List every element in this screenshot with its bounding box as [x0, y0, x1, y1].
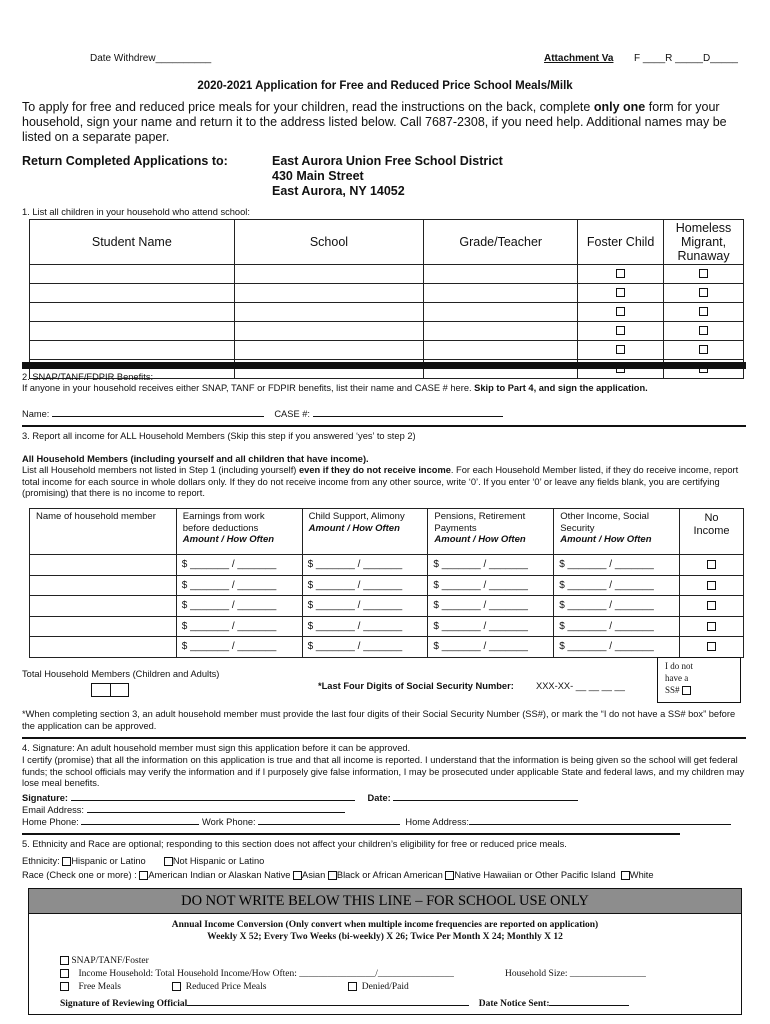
child-support-cell[interactable]: $ _______ / _______ — [302, 637, 428, 658]
student-name-cell[interactable] — [30, 322, 235, 341]
member-name-cell[interactable] — [30, 637, 177, 658]
work-phone-field[interactable] — [258, 815, 400, 825]
homeless-cell[interactable] — [664, 303, 744, 322]
earnings-cell[interactable]: $ _______ / _______ — [176, 555, 302, 576]
reduced-row: Reduced Price Meals — [172, 982, 266, 992]
section2-text: If anyone in your household receives either SNAP, TANF or FDPIR benefits, list their name and CASE # here. Skip to Part 4, and sign the application. — [22, 383, 648, 393]
grade-teacher-cell[interactable] — [424, 322, 578, 341]
income-row — [30, 637, 744, 658]
homeless-checkbox[interactable] — [699, 288, 708, 297]
col-child-support-line1: Child Support, Alimony — [308, 511, 405, 522]
home-address-field[interactable] — [469, 815, 731, 825]
pensions-cell[interactable]: $ _______ / _______ — [428, 575, 554, 596]
return-address: East Aurora Union Free School District 430 Main Street East Aurora, NY 14052 — [272, 154, 503, 198]
school-cell[interactable] — [234, 265, 424, 284]
col-student-name: Student Name — [30, 220, 235, 265]
income-household-checkbox[interactable] — [60, 969, 69, 978]
student-name-cell[interactable] — [30, 284, 235, 303]
foster-child-cell[interactable] — [578, 284, 664, 303]
homeless-cell[interactable] — [664, 341, 744, 360]
section4-heading: 4. Signature: An adult household member must sign this application before it can be approved. — [22, 743, 411, 753]
foster-child-cell[interactable] — [578, 265, 664, 284]
col-foster-child: Foster Child — [578, 220, 664, 265]
section3-subheading: All Household Members (including yourself and all children that have income). — [22, 454, 369, 464]
earnings-cell[interactable]: $ _______ / _______ — [176, 637, 302, 658]
ethnicity-not-hispanic-checkbox[interactable] — [164, 857, 173, 866]
col-pensions-line2: Payments — [434, 522, 477, 534]
income-row — [30, 596, 744, 617]
snap-checkbox[interactable] — [60, 956, 69, 965]
office-use-banner: DO NOT WRITE BELOW THIS LINE – FOR SCHOOL USE ONLY — [28, 888, 742, 914]
determination-row: Free Meals — [60, 982, 121, 992]
col-no-income-line2: Income — [693, 525, 730, 537]
child-support-cell[interactable]: $ _______ / _______ — [302, 616, 428, 637]
snap-row: SNAP/TANF/Foster — [60, 956, 149, 966]
pensions-cell[interactable]: $ _______ / _______ — [428, 596, 554, 617]
attachment-label: Attachment Va — [544, 53, 614, 64]
foster-child-checkbox[interactable] — [616, 345, 625, 354]
no-income-cell[interactable] — [680, 555, 744, 576]
income-conversion-line2: Weekly X 52; Every Two Weeks (bi-weekly) X 26; Twice Per Month X 24; Monthly X 12 — [207, 932, 563, 942]
col-child-support-sub: Amount / How Often — [308, 522, 400, 534]
race-black-checkbox[interactable] — [328, 871, 337, 880]
member-name-cell[interactable] — [30, 596, 177, 617]
email-field[interactable] — [87, 803, 345, 813]
no-ssn-box: I do not have a SS# — [657, 657, 741, 703]
homeless-checkbox[interactable] — [699, 269, 708, 278]
no-income-cell[interactable] — [680, 575, 744, 596]
other-income-cell[interactable]: $ _______ / _______ — [554, 575, 680, 596]
race-row: Race (Check one or more) : American Indian or Alaskan Native Asian Black or African American Native Hawaiian or Other Pacific Island White — [22, 870, 654, 880]
member-name-cell[interactable] — [30, 555, 177, 576]
snap-case-field[interactable] — [313, 407, 503, 417]
intro-paragraph: To apply for free and reduced price meals for your children, read the instructions on the back, complete only one form for your household, sign your name and return it to the address listed below. Call 7687-2308, if you need help. Additional names may be listed on a separate paper. — [22, 100, 727, 144]
foster-child-checkbox[interactable] — [616, 326, 625, 335]
divider — [22, 833, 680, 835]
income-row — [30, 555, 744, 576]
homeless-checkbox[interactable] — [699, 307, 708, 316]
income-row — [30, 616, 744, 637]
col-other-income — [554, 509, 680, 555]
other-income-cell[interactable]: $ _______ / _______ — [554, 637, 680, 658]
section1-heading: 1. List all children in your household who attend school: — [22, 207, 250, 217]
other-income-cell[interactable]: $ _______ / _______ — [554, 555, 680, 576]
page-title: 2020-2021 Application for Free and Reduced Price School Meals/Milk — [197, 80, 573, 92]
col-member-name-line1: Name of household member — [36, 511, 156, 522]
other-income-cell[interactable]: $ _______ / _______ — [554, 596, 680, 617]
foster-child-checkbox[interactable] — [616, 288, 625, 297]
no-ssn-checkbox[interactable] — [682, 686, 691, 695]
student-name-cell[interactable] — [30, 341, 235, 360]
school-cell[interactable] — [234, 303, 424, 322]
section2-heading: 2. SNAP/TANF/FDPIR Benefits: — [22, 372, 154, 382]
child-support-cell[interactable]: $ _______ / _______ — [302, 555, 428, 576]
phone-row: Home Phone: Work Phone: Home Address: — [22, 815, 731, 827]
total-members-label: Total Household Members (Children and Adults) — [22, 669, 220, 679]
child-row — [30, 322, 744, 341]
child-row — [30, 284, 744, 303]
child-row — [30, 265, 744, 284]
ssn-label: *Last Four Digits of Social Security Number: — [318, 681, 514, 691]
section-divider — [22, 362, 746, 369]
children-table — [29, 219, 744, 379]
homeless-checkbox[interactable] — [699, 345, 708, 354]
col-grade-teacher: Grade/Teacher — [424, 220, 578, 265]
school-cell[interactable] — [234, 284, 424, 303]
date-notice-field[interactable] — [549, 996, 629, 1006]
col-earnings — [176, 509, 302, 555]
homeless-checkbox[interactable] — [699, 326, 708, 335]
email-row: Email Address: — [22, 803, 345, 815]
foster-child-checkbox[interactable] — [616, 307, 625, 316]
section3-heading: 3. Report all income for ALL Household Members (Skip this step if you answered ‘yes’ to step 2) — [22, 431, 416, 441]
no-income-checkbox[interactable] — [707, 601, 716, 610]
reduced-checkbox[interactable] — [172, 982, 181, 991]
other-income-cell[interactable]: $ _______ / _______ — [554, 616, 680, 637]
school-cell[interactable] — [234, 322, 424, 341]
grade-teacher-cell[interactable] — [424, 265, 578, 284]
children-table-header — [30, 220, 744, 265]
section3-instructions: List all Household members not listed in Step 1 (including yourself) even if they do not receive income. For each Household Member listed, if they do receive income, report total income for each source in whole dollars only. If they do not receive income from any other source, write ‘0’. If you enter ‘0’ or leave any fields blank, you are certifying (promising) that there is no income to report. — [22, 465, 739, 498]
official-signature-field[interactable] — [187, 996, 469, 1006]
official-signature-row: Signature of Reviewing Official Date Notice Sent: — [60, 996, 629, 1009]
snap-name-row: Name: CASE #: — [22, 407, 503, 419]
race-american-indian-checkbox[interactable] — [139, 871, 148, 880]
grade-teacher-cell[interactable] — [424, 303, 578, 322]
earnings-cell[interactable]: $ _______ / _______ — [176, 596, 302, 617]
signature-field[interactable] — [71, 791, 355, 801]
income-row — [30, 575, 744, 596]
snap-name-field[interactable] — [52, 407, 264, 417]
homeless-cell[interactable] — [664, 265, 744, 284]
frd-field: F ____R _____D_____ — [634, 53, 738, 64]
earnings-cell[interactable]: $ _______ / _______ — [176, 575, 302, 596]
income-conversion-line1: Annual Income Conversion (Only convert when multiple income frequencies are reported on application) — [171, 920, 599, 930]
grade-teacher-cell[interactable] — [424, 341, 578, 360]
no-income-checkbox[interactable] — [707, 622, 716, 631]
no-income-checkbox[interactable] — [707, 642, 716, 651]
home-phone-field[interactable] — [81, 815, 199, 825]
col-earnings-line2: before deductions — [182, 522, 259, 534]
free-meals-checkbox[interactable] — [60, 982, 69, 991]
col-other-income-line2: Security — [560, 522, 595, 534]
denied-checkbox[interactable] — [348, 982, 357, 991]
member-name-cell[interactable] — [30, 616, 177, 637]
divider — [22, 425, 746, 427]
income-table — [29, 508, 744, 658]
ethnicity-hispanic-checkbox[interactable] — [62, 857, 71, 866]
child-support-cell[interactable]: $ _______ / _______ — [302, 575, 428, 596]
col-no-income-line1: No — [704, 512, 719, 524]
pensions-cell[interactable]: $ _______ / _______ — [428, 637, 554, 658]
no-income-cell[interactable] — [680, 596, 744, 617]
no-income-checkbox[interactable] — [707, 560, 716, 569]
homeless-cell[interactable] — [664, 284, 744, 303]
foster-child-cell[interactable] — [578, 322, 664, 341]
signature-row: Signature: Date: — [22, 791, 578, 803]
date-withdrew: Date Withdrew__________ — [90, 53, 212, 64]
member-name-cell[interactable] — [30, 575, 177, 596]
col-other-income-line1: Other Income, Social — [560, 511, 649, 522]
col-member-name — [30, 509, 177, 555]
student-name-cell[interactable] — [30, 303, 235, 322]
col-pensions-sub: Amount / How Often — [434, 534, 526, 545]
col-other-income-sub: Amount / How Often — [560, 534, 652, 545]
income-table-header — [30, 509, 744, 555]
child-support-cell[interactable]: $ _______ / _______ — [302, 596, 428, 617]
ssn-field[interactable]: XXX-XX- __ __ __ __ — [536, 681, 625, 691]
col-earnings-line1: Earnings from work — [182, 511, 265, 522]
grade-teacher-cell[interactable] — [424, 284, 578, 303]
divider — [22, 737, 746, 739]
col-no-income — [680, 509, 744, 555]
pensions-cell[interactable]: $ _______ / _______ — [428, 555, 554, 576]
school-cell[interactable] — [234, 341, 424, 360]
homeless-cell[interactable] — [664, 322, 744, 341]
return-label: Return Completed Applications to: — [22, 154, 228, 168]
col-school: School — [234, 220, 424, 265]
no-income-cell[interactable] — [680, 616, 744, 637]
student-name-cell[interactable] — [30, 265, 235, 284]
no-income-checkbox[interactable] — [707, 581, 716, 590]
ethnicity-row: Ethnicity: Hispanic or Latino Not Hispanic or Latino — [22, 856, 265, 866]
household-size: Household Size: ________________ — [505, 969, 646, 979]
pensions-cell[interactable]: $ _______ / _______ — [428, 616, 554, 637]
no-income-cell[interactable] — [680, 637, 744, 658]
certification-text: I certify (promise) that all the information on this application is true and that all income is reported. I understand that the information is being given so the school will get federal funds; the school officials may verify the information and if I purposely give false information, I may be prosecuted under applicable State and federal laws, and my children may lose meal benefits. — [22, 755, 745, 788]
child-row — [30, 341, 744, 360]
foster-child-checkbox[interactable] — [616, 269, 625, 278]
child-row — [30, 303, 744, 322]
denied-row: Denied/Paid — [348, 982, 409, 992]
total-members-field[interactable] — [91, 683, 129, 697]
ssn-footnote: *When completing section 3, an adult household member must provide the last four digits of their Social Security Number (SS#), or mark the “I do not have a SS# box” before the application can be approved. — [22, 709, 736, 731]
income-household-row: Income Household: Total Household Income/How Often: ________________/________________ — [60, 969, 454, 979]
race-white-checkbox[interactable] — [621, 871, 630, 880]
col-pensions — [428, 509, 554, 555]
col-pensions-line1: Pensions, Retirement — [434, 511, 526, 522]
foster-child-cell[interactable] — [578, 341, 664, 360]
col-homeless: Homeless Migrant, Runaway — [664, 220, 744, 265]
race-asian-checkbox[interactable] — [293, 871, 302, 880]
section5-heading: 5. Ethnicity and Race are optional; responding to this section does not affect your children’s eligibility for free or reduced price meals. — [22, 839, 567, 849]
col-child-support — [302, 509, 428, 555]
foster-child-cell[interactable] — [578, 303, 664, 322]
earnings-cell[interactable]: $ _______ / _______ — [176, 616, 302, 637]
date-field[interactable] — [393, 791, 578, 801]
col-earnings-sub: Amount / How Often — [182, 534, 275, 545]
